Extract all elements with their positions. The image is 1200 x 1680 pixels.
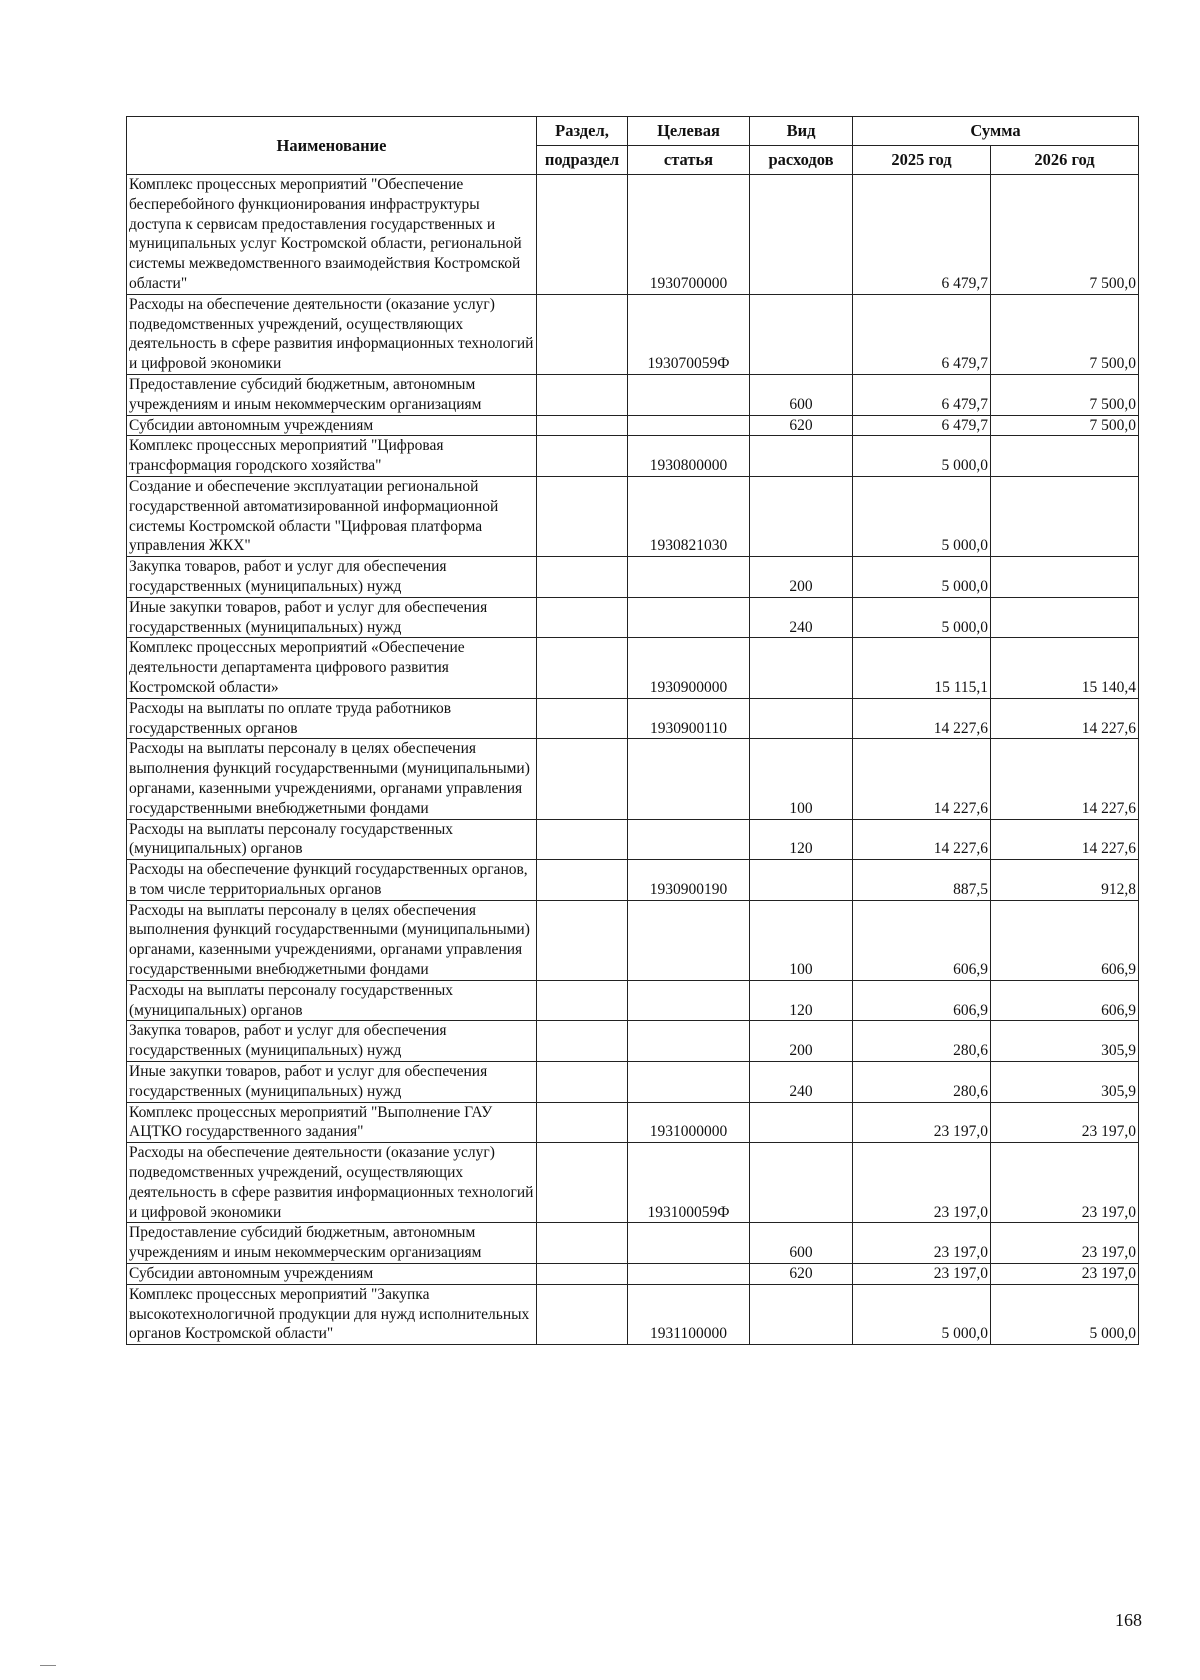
table-row bbox=[127, 638, 1139, 698]
cell-2026: 14 227,6 bbox=[991, 739, 1139, 819]
cell-2025: 14 227,6 bbox=[853, 739, 991, 819]
cell-section bbox=[537, 638, 628, 698]
scan-artifact bbox=[40, 1665, 56, 1666]
cell-kind: 240 bbox=[750, 597, 853, 638]
cell-kind: 200 bbox=[750, 1021, 853, 1062]
cell-section bbox=[537, 1062, 628, 1103]
table-row bbox=[127, 476, 1139, 556]
cell-kind bbox=[750, 638, 853, 698]
table-header bbox=[127, 117, 1139, 175]
cell-2025: 5 000,0 bbox=[853, 436, 991, 477]
table-row bbox=[127, 597, 1139, 638]
cell-name: Закупка товаров, работ и услуг для обеспечения государственных (муниципальных) нужд bbox=[127, 1021, 537, 1062]
cell-name: Расходы на выплаты по оплате труда работников государственных органов bbox=[127, 698, 537, 739]
cell-kind: 240 bbox=[750, 1062, 853, 1103]
table-body bbox=[127, 175, 1139, 1345]
cell-target bbox=[628, 819, 750, 860]
cell-kind bbox=[750, 1143, 853, 1223]
table-row bbox=[127, 980, 1139, 1021]
cell-name: Расходы на выплаты персоналу государственных (муниципальных) органов bbox=[127, 819, 537, 860]
cell-name: Комплекс процессных мероприятий "Выполнение ГАУ АЦТКО государственного задания" bbox=[127, 1102, 537, 1143]
cell-kind bbox=[750, 698, 853, 739]
cell-section bbox=[537, 476, 628, 556]
cell-2025: 14 227,6 bbox=[853, 698, 991, 739]
cell-2025: 15 115,1 bbox=[853, 638, 991, 698]
cell-target: 193100059Ф bbox=[628, 1143, 750, 1223]
cell-target: 1930821030 bbox=[628, 476, 750, 556]
cell-name: Предоставление субсидий бюджетным, автономным учреждениям и иным некоммерческим организациям bbox=[127, 374, 537, 415]
table-row bbox=[127, 860, 1139, 901]
cell-section bbox=[537, 1102, 628, 1143]
cell-2025: 23 197,0 bbox=[853, 1264, 991, 1285]
cell-target: 193070059Ф bbox=[628, 294, 750, 374]
cell-2026: 7 500,0 bbox=[991, 415, 1139, 436]
cell-2026: 606,9 bbox=[991, 900, 1139, 980]
cell-2025: 280,6 bbox=[853, 1021, 991, 1062]
cell-target bbox=[628, 557, 750, 598]
header-kind-line2: расходов bbox=[750, 146, 853, 175]
cell-name: Закупка товаров, работ и услуг для обеспечения государственных (муниципальных) нужд bbox=[127, 557, 537, 598]
cell-name: Расходы на обеспечение функций государственных органов, в том числе территориальных органов bbox=[127, 860, 537, 901]
cell-2026: 23 197,0 bbox=[991, 1143, 1139, 1223]
table-row bbox=[127, 436, 1139, 477]
cell-name: Расходы на выплаты персоналу в целях обеспечения выполнения функций государственными (муниципальными) органами, казенными учреждениями, органами управления государственными внебюджетными фондами bbox=[127, 900, 537, 980]
header-section-line2: подраздел bbox=[537, 146, 628, 175]
cell-name: Субсидии автономным учреждениям bbox=[127, 1264, 537, 1285]
cell-kind: 620 bbox=[750, 1264, 853, 1285]
table-row bbox=[127, 819, 1139, 860]
cell-section bbox=[537, 739, 628, 819]
cell-section bbox=[537, 698, 628, 739]
cell-kind: 120 bbox=[750, 819, 853, 860]
cell-2025: 6 479,7 bbox=[853, 415, 991, 436]
cell-target: 1931000000 bbox=[628, 1102, 750, 1143]
cell-2026: 14 227,6 bbox=[991, 698, 1139, 739]
cell-2026: 7 500,0 bbox=[991, 374, 1139, 415]
cell-kind: 100 bbox=[750, 739, 853, 819]
cell-name: Комплекс процессных мероприятий "Закупка высокотехнологичной продукции для нужд исполнительных органов Костромской области" bbox=[127, 1284, 537, 1344]
header-name: Наименование bbox=[127, 117, 537, 175]
cell-2025: 23 197,0 bbox=[853, 1102, 991, 1143]
table-row bbox=[127, 1102, 1139, 1143]
table-row bbox=[127, 1264, 1139, 1285]
cell-section bbox=[537, 374, 628, 415]
cell-kind bbox=[750, 860, 853, 901]
table-row bbox=[127, 294, 1139, 374]
cell-2026 bbox=[991, 436, 1139, 477]
cell-2026: 305,9 bbox=[991, 1021, 1139, 1062]
cell-2025: 6 479,7 bbox=[853, 294, 991, 374]
cell-name: Иные закупки товаров, работ и услуг для обеспечения государственных (муниципальных) нужд bbox=[127, 1062, 537, 1103]
cell-2025: 5 000,0 bbox=[853, 476, 991, 556]
cell-2026: 15 140,4 bbox=[991, 638, 1139, 698]
header-sum: Сумма bbox=[853, 117, 1139, 146]
cell-kind: 600 bbox=[750, 1223, 853, 1264]
cell-section bbox=[537, 819, 628, 860]
table-row bbox=[127, 1062, 1139, 1103]
cell-section bbox=[537, 1021, 628, 1062]
table-row bbox=[127, 900, 1139, 980]
cell-kind bbox=[750, 175, 853, 295]
table-row bbox=[127, 374, 1139, 415]
cell-kind bbox=[750, 1102, 853, 1143]
cell-section bbox=[537, 900, 628, 980]
budget-table bbox=[126, 116, 1139, 1345]
cell-2025: 23 197,0 bbox=[853, 1143, 991, 1223]
cell-kind bbox=[750, 436, 853, 477]
cell-2026: 7 500,0 bbox=[991, 175, 1139, 295]
cell-name: Создание и обеспечение эксплуатации региональной государственной автоматизированной информационной системы Костромской области "Цифровая платформа управления ЖКХ" bbox=[127, 476, 537, 556]
table-row bbox=[127, 1021, 1139, 1062]
header-year-2026: 2026 год bbox=[991, 146, 1139, 175]
header-section-line1: Раздел, bbox=[537, 117, 628, 146]
cell-section bbox=[537, 597, 628, 638]
cell-2025: 887,5 bbox=[853, 860, 991, 901]
cell-name: Предоставление субсидий бюджетным, автономным учреждениям и иным некоммерческим организациям bbox=[127, 1223, 537, 1264]
cell-section bbox=[537, 1264, 628, 1285]
cell-2025: 5 000,0 bbox=[853, 597, 991, 638]
cell-2025: 14 227,6 bbox=[853, 819, 991, 860]
cell-target bbox=[628, 980, 750, 1021]
cell-target bbox=[628, 1062, 750, 1103]
cell-target bbox=[628, 597, 750, 638]
cell-2026: 5 000,0 bbox=[991, 1284, 1139, 1344]
page-number: 168 bbox=[1115, 1610, 1142, 1630]
cell-2026: 912,8 bbox=[991, 860, 1139, 901]
cell-2025: 6 479,7 bbox=[853, 175, 991, 295]
cell-kind bbox=[750, 476, 853, 556]
cell-name: Расходы на обеспечение деятельности (оказание услуг) подведомственных учреждений, осуществляющих деятельность в сфере развития информационных технологий и цифровой экономики bbox=[127, 294, 537, 374]
cell-name: Расходы на обеспечение деятельности (оказание услуг) подведомственных учреждений, осуществляющих деятельность в сфере развития информационных технологий и цифровой экономики bbox=[127, 1143, 537, 1223]
cell-2026 bbox=[991, 557, 1139, 598]
cell-section bbox=[537, 1284, 628, 1344]
cell-2026: 305,9 bbox=[991, 1062, 1139, 1103]
table-row bbox=[127, 175, 1139, 295]
cell-2025: 23 197,0 bbox=[853, 1223, 991, 1264]
header-target-line2: статья bbox=[628, 146, 750, 175]
cell-name: Расходы на выплаты персоналу государственных (муниципальных) органов bbox=[127, 980, 537, 1021]
cell-target bbox=[628, 900, 750, 980]
cell-target: 1930800000 bbox=[628, 436, 750, 477]
cell-kind: 600 bbox=[750, 374, 853, 415]
cell-target: 1931100000 bbox=[628, 1284, 750, 1344]
cell-name: Комплекс процессных мероприятий "Обеспечение бесперебойного функционирования инфраструктуры доступа к сервисам предоставления государственных и муниципальных услуг Костромской области, региональной системы межведомственного взаимодействия Костромской области" bbox=[127, 175, 537, 295]
table-row bbox=[127, 1223, 1139, 1264]
cell-name: Расходы на выплаты персоналу в целях обеспечения выполнения функций государственными (муниципальными) органами, казенными учреждениями, органами управления государственными внебюджетными фондами bbox=[127, 739, 537, 819]
cell-2025: 606,9 bbox=[853, 980, 991, 1021]
cell-2026 bbox=[991, 476, 1139, 556]
cell-2026: 14 227,6 bbox=[991, 819, 1139, 860]
cell-2026: 23 197,0 bbox=[991, 1223, 1139, 1264]
cell-2026: 23 197,0 bbox=[991, 1102, 1139, 1143]
cell-2025: 5 000,0 bbox=[853, 557, 991, 598]
cell-kind: 620 bbox=[750, 415, 853, 436]
cell-section bbox=[537, 980, 628, 1021]
cell-2026: 606,9 bbox=[991, 980, 1139, 1021]
cell-section bbox=[537, 294, 628, 374]
cell-section bbox=[537, 175, 628, 295]
table-row bbox=[127, 415, 1139, 436]
cell-name: Комплекс процессных мероприятий «Обеспечение деятельности департамента цифрового развития Костромской области» bbox=[127, 638, 537, 698]
cell-target: 1930900000 bbox=[628, 638, 750, 698]
cell-2025: 280,6 bbox=[853, 1062, 991, 1103]
cell-target bbox=[628, 739, 750, 819]
cell-kind bbox=[750, 1284, 853, 1344]
cell-kind: 200 bbox=[750, 557, 853, 598]
cell-section bbox=[537, 1223, 628, 1264]
table-row bbox=[127, 698, 1139, 739]
cell-target bbox=[628, 1264, 750, 1285]
cell-2026: 7 500,0 bbox=[991, 294, 1139, 374]
cell-target: 1930900110 bbox=[628, 698, 750, 739]
cell-name: Комплекс процессных мероприятий "Цифровая трансформация городского хозяйства" bbox=[127, 436, 537, 477]
cell-2026 bbox=[991, 597, 1139, 638]
cell-target bbox=[628, 1223, 750, 1264]
cell-section bbox=[537, 415, 628, 436]
cell-section bbox=[537, 1143, 628, 1223]
cell-kind: 100 bbox=[750, 900, 853, 980]
cell-target bbox=[628, 415, 750, 436]
cell-kind bbox=[750, 294, 853, 374]
cell-kind: 120 bbox=[750, 980, 853, 1021]
cell-2026: 23 197,0 bbox=[991, 1264, 1139, 1285]
cell-name: Субсидии автономным учреждениям bbox=[127, 415, 537, 436]
header-target-line1: Целевая bbox=[628, 117, 750, 146]
cell-section bbox=[537, 557, 628, 598]
cell-2025: 606,9 bbox=[853, 900, 991, 980]
header-kind-line1: Вид bbox=[750, 117, 853, 146]
header-year-2025: 2025 год bbox=[853, 146, 991, 175]
table-row bbox=[127, 557, 1139, 598]
cell-2025: 6 479,7 bbox=[853, 374, 991, 415]
cell-2025: 5 000,0 bbox=[853, 1284, 991, 1344]
cell-target: 1930700000 bbox=[628, 175, 750, 295]
cell-target bbox=[628, 374, 750, 415]
cell-section bbox=[537, 436, 628, 477]
cell-target bbox=[628, 1021, 750, 1062]
table-row bbox=[127, 739, 1139, 819]
cell-section bbox=[537, 860, 628, 901]
table-row bbox=[127, 1143, 1139, 1223]
cell-target: 1930900190 bbox=[628, 860, 750, 901]
table-row bbox=[127, 1284, 1139, 1344]
cell-name: Иные закупки товаров, работ и услуг для обеспечения государственных (муниципальных) нужд bbox=[127, 597, 537, 638]
